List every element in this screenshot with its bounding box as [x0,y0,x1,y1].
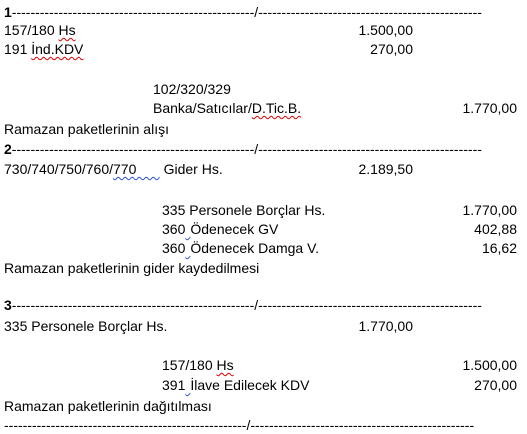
credit-amount: 1.500,00 [462,357,517,373]
entry-separator: 2----------------------------------------------------/------------------------------------------------ [4,141,482,157]
entry-description: Ramazan paketlerinin gider kaydedilmesi [4,260,260,276]
credit-account: 360 Ödenecek GV [162,221,279,237]
credit-amount: 402,88 [474,221,517,237]
debit-account: 730/740/750/760/770 Gider Hs. [4,161,223,177]
entry-separator: 3----------------------------------------------------/------------------------------------------------ [4,297,482,313]
debit-account: 191 İnd.KDV [4,41,84,57]
debit-account: 157/180 Hs [4,22,76,38]
entry-number: 1 [4,4,12,20]
entry-description: Ramazan paketlerinin dağıtılması [4,398,212,414]
credit-amount: 1.770,00 [462,100,517,116]
credit-account: 360 Ödenecek Damga V. [162,240,320,256]
debit-amount: 2.189,50 [358,161,413,177]
credit-account-codes: 102/320/329 [153,81,231,97]
credit-amount: 270,00 [474,377,517,393]
credit-account: 391 İlave Edilecek KDV [162,377,310,393]
entry-number: 3 [4,297,12,313]
credit-account: Banka/Satıcılar/D.Tic.B. [153,100,302,116]
debit-account: 335 Personele Borçlar Hs. [4,318,168,334]
credit-account: 335 Personele Borçlar Hs. [162,202,326,218]
credit-amount: 16,62 [481,240,517,256]
credit-account: 157/180 Hs [162,357,234,373]
entry-number: 2 [4,141,12,157]
entry-description: Ramazan paketlerinin alışı [4,121,169,137]
entry-separator: 1----------------------------------------------------/------------------------------------------------ [4,4,482,20]
footer-separator: ----------------------------------------------------/------------------------------------------------ [4,417,475,433]
credit-amount: 1.770,00 [462,202,517,218]
debit-amount: 1.770,00 [358,318,413,334]
debit-amount: 1.500,00 [358,22,413,38]
debit-amount: 270,00 [370,41,413,57]
